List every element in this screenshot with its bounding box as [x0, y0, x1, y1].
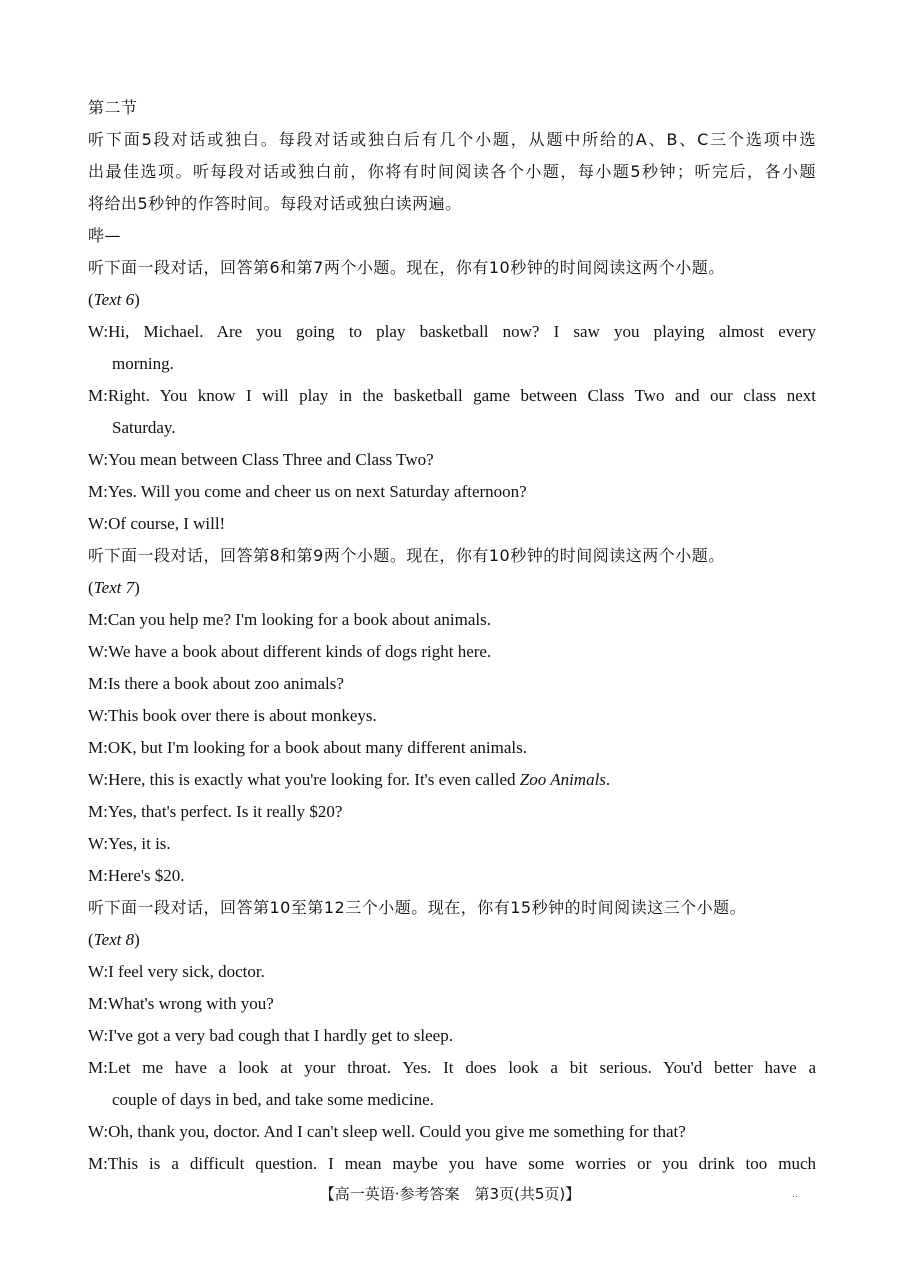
- dialogue-line: M:OK, but I'm looking for a book about many different animals.: [88, 738, 528, 757]
- dialogue-line: W:This book over there is about monkeys.: [88, 706, 377, 725]
- instruction-line-2: 出最佳选项。听每段对话或独白前，你将有时间阅读各个小题，每小题5秒钟；听完后，各小题: [88, 162, 816, 181]
- text6-prompt: 听下面一段对话，回答第6和第7两个小题。现在，你有10秒钟的时间阅读这两个小题。: [88, 258, 725, 277]
- dialogue-line: M:What's wrong with you?: [88, 994, 274, 1013]
- dialogue-line: M:Let me have a look at your throat. Yes. It does look a bit serious. You'd better have a: [88, 1058, 816, 1077]
- dialogue-line: W:Here, this is exactly what you're looking for. It's even called Zoo Animals.: [88, 770, 611, 789]
- dialogue-line: M:Here's $20.: [88, 866, 185, 885]
- dialogue-line: morning.: [112, 354, 174, 373]
- dialogue-line: M:This is a difficult question. I mean maybe you have some worries or you drink too much: [88, 1154, 816, 1173]
- dialogue-line: couple of days in bed, and take some medicine.: [112, 1090, 434, 1109]
- text7-label: (Text 7): [88, 578, 140, 597]
- text8-prompt: 听下面一段对话，回答第10至第12三个小题。现在，你有15秒钟的时间阅读这三个小题。: [88, 898, 747, 917]
- corner-mark: ‥: [792, 1190, 799, 1200]
- dialogue-line: W:I've got a very bad cough that I hardly get to sleep.: [88, 1026, 453, 1045]
- dialogue-line: M:Can you help me? I'm looking for a book about animals.: [88, 610, 491, 629]
- page-footer: 【高一英语·参考答案 第3页(共5页)】: [319, 1185, 581, 1203]
- dialogue-line: W:You mean between Class Three and Class Two?: [88, 450, 434, 469]
- text7-prompt: 听下面一段对话，回答第8和第9两个小题。现在，你有10秒钟的时间阅读这两个小题。: [88, 546, 725, 565]
- dialogue-line: M:Yes, that's perfect. Is it really $20?: [88, 802, 343, 821]
- dialogue-line: W:Hi, Michael. Are you going to play basketball now? I saw you playing almost every: [88, 322, 816, 341]
- dialogue-line: W:We have a book about different kinds of dogs right here.: [88, 642, 492, 661]
- dialogue-line: W:Yes, it is.: [88, 834, 171, 853]
- book-title: Zoo Animals: [519, 770, 606, 789]
- dialogue-line: M:Is there a book about zoo animals?: [88, 674, 344, 693]
- dialogue-line: M:Yes. Will you come and cheer us on next Saturday afternoon?: [88, 482, 527, 501]
- text6-label: (Text 6): [88, 290, 140, 309]
- instruction-line-1: 听下面5段对话或独白。每段对话或独白后有几个小题，从题中所给的A、B、C三个选项中选: [88, 130, 816, 149]
- dialogue-line: W:Oh, thank you, doctor. And I can't sleep well. Could you give me something for that?: [88, 1122, 686, 1141]
- instruction-line-3: 将给出5秒钟的作答时间。每段对话或独白读两遍。: [88, 194, 462, 213]
- text8-label: (Text 8): [88, 930, 140, 949]
- dialogue-line: M:Right. You know I will play in the basketball game between Class Two and our class next: [88, 386, 816, 405]
- dialogue-line: W:I feel very sick, doctor.: [88, 962, 265, 981]
- section-title: 第二节: [88, 98, 138, 117]
- dialogue-line: W:Of course, I will!: [88, 514, 226, 533]
- beep-marker: 哔—: [88, 226, 122, 245]
- dialogue-line: Saturday.: [112, 418, 176, 437]
